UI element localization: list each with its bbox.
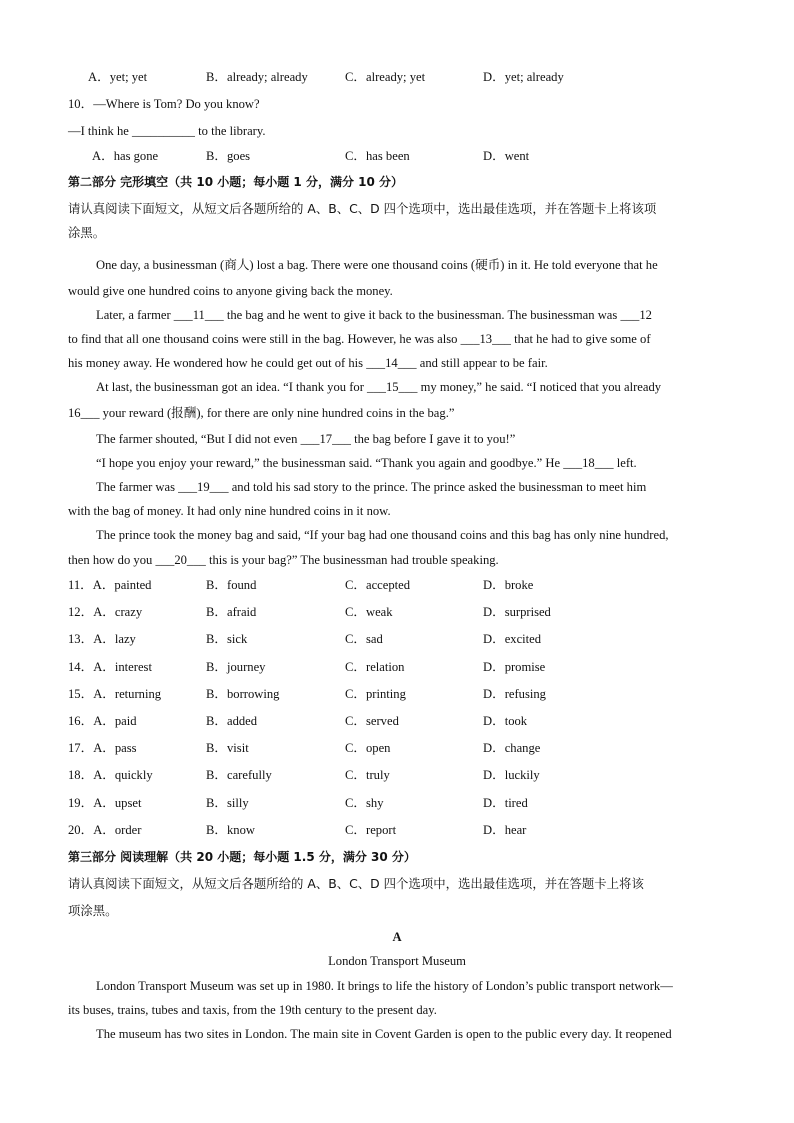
cloze-option-row bbox=[68, 577, 728, 593]
passage-line-3: Later, a farmer ___11___ the bag and he went to give it back to the businessman. The businessman was ___12 bbox=[96, 308, 652, 322]
cloze-option-row bbox=[68, 822, 728, 838]
part3-instruction-2: 项涂黑。 bbox=[68, 903, 118, 918]
passage-line-13: then how do you ___20___ this is your bag?” The businessman had trouble speaking. bbox=[68, 553, 499, 567]
passage-line-2: would give one hundred coins to anyone giving back the money. bbox=[68, 284, 393, 298]
cloze-option-c: C．weak bbox=[345, 605, 393, 620]
cloze-option-row bbox=[68, 686, 728, 702]
cloze-option-b: B．silly bbox=[206, 795, 249, 810]
part2-instruction-1: 请认真阅读下面短文，从短文后各题所给的 A、B、C、D 四个选项中，选出最佳选项，并在答题卡上将该项 bbox=[68, 201, 657, 216]
cloze-option-a: 15．A．returning bbox=[68, 686, 162, 701]
reading-line-3: The museum has two sites in London. The main site in Covent Garden is open to the public every day. It reopened bbox=[96, 1027, 672, 1041]
q9-options bbox=[68, 69, 728, 85]
cloze-option-c: C．shy bbox=[345, 795, 384, 810]
q9-option-a: A．yet; yet bbox=[88, 70, 148, 84]
cloze-option-a: 14．A．interest bbox=[68, 659, 152, 674]
q9-option-b: B．already; already bbox=[206, 70, 308, 84]
passage-line-7: 16___ your reward (报酬), for there are only nine hundred coins in the bag.” bbox=[68, 406, 455, 420]
cloze-option-b: B．sick bbox=[206, 632, 248, 647]
cloze-option-c: C．report bbox=[345, 822, 397, 837]
cloze-option-c: C．relation bbox=[345, 659, 405, 674]
q9-option-c: C．already; yet bbox=[345, 70, 426, 84]
cloze-option-b: B．carefully bbox=[206, 768, 272, 783]
part2-instruction-2: 涂黑。 bbox=[68, 225, 106, 240]
q10-stem: 10．—Where is Tom? Do you know? bbox=[68, 97, 260, 111]
q10-options bbox=[68, 148, 728, 164]
cloze-option-c: C．served bbox=[345, 714, 399, 728]
cloze-option-a: 11．A．painted bbox=[68, 578, 152, 592]
cloze-option-c: C．accepted bbox=[345, 578, 411, 592]
q9-option-d: D．yet; already bbox=[483, 70, 564, 84]
reading-line-2: its buses, trains, tubes and taxis, from the 19th century to the present day. bbox=[68, 1003, 437, 1017]
cloze-option-d: D．luckily bbox=[483, 768, 540, 783]
passage-line-9: “I hope you enjoy your reward,” the businessman said. “Thank you again and goodbye.” He ___18___ left. bbox=[96, 456, 637, 470]
cloze-option-d: D．change bbox=[483, 741, 541, 756]
reading-title: London Transport Museum bbox=[328, 954, 466, 968]
cloze-option-c: C．truly bbox=[345, 768, 390, 783]
cloze-option-b: B．afraid bbox=[206, 605, 257, 620]
passage-line-8: The farmer shouted, “But I did not even ___17___ the bag before I gave it to you!” bbox=[96, 432, 516, 446]
cloze-option-d: D．took bbox=[483, 714, 528, 728]
cloze-option-row bbox=[68, 795, 728, 811]
cloze-option-row bbox=[68, 740, 728, 756]
cloze-option-d: D．surprised bbox=[483, 605, 551, 620]
cloze-option-b: B．journey bbox=[206, 659, 266, 674]
passage-line-12: The prince took the money bag and said, “If your bag had one thousand coins and this bag has only nine hundred, bbox=[96, 528, 669, 542]
passage-line-6: At last, the businessman got an idea. “I thank you for ___15___ my money,” he said. “I noticed that you already bbox=[96, 380, 662, 394]
passage-line-5: his money away. He wondered how he could get out of his ___14___ and still appear to be fair. bbox=[68, 356, 548, 370]
part2-heading: 第二部分 完形填空（共 10 小题；每小题 1 分，满分 10 分） bbox=[68, 175, 403, 189]
cloze-option-c: C．printing bbox=[345, 686, 406, 701]
q10-option-b: B．goes bbox=[206, 149, 251, 163]
q10-option-d: D．went bbox=[483, 149, 530, 163]
cloze-option-row bbox=[68, 659, 728, 675]
cloze-option-row bbox=[68, 767, 728, 783]
cloze-option-d: D．refusing bbox=[483, 686, 546, 701]
q10-option-a: A．has gone bbox=[92, 149, 159, 163]
cloze-option-a: 18．A．quickly bbox=[68, 768, 153, 783]
cloze-option-d: D．hear bbox=[483, 822, 527, 837]
cloze-option-b: B．found bbox=[206, 578, 257, 592]
passage-line-4: to find that all one thousand coins were still in the bag. However, he was also ___13___ that he had to give some of bbox=[68, 332, 651, 346]
cloze-option-d: D．excited bbox=[483, 632, 542, 647]
cloze-option-a: 20．A．order bbox=[68, 822, 142, 837]
q10-option-c: C．has been bbox=[345, 149, 410, 163]
passage-line-10: The farmer was ___19___ and told his sad story to the prince. The prince asked the businessman to meet him bbox=[96, 480, 647, 494]
cloze-option-a: 17．A．pass bbox=[68, 741, 137, 756]
reading-line-1: London Transport Museum was set up in 1980. It brings to life the history of London’s public transport network— bbox=[96, 979, 673, 993]
cloze-option-row bbox=[68, 604, 728, 620]
cloze-option-c: C．sad bbox=[345, 632, 383, 647]
cloze-option-a: 16．A．paid bbox=[68, 714, 137, 728]
part3-heading: 第三部分 阅读理解（共 20 小题；每小题 1.5 分，满分 30 分） bbox=[68, 850, 416, 864]
q10-line2: —I think he __________ to the library. bbox=[68, 124, 266, 138]
cloze-option-a: 13．A．lazy bbox=[68, 632, 136, 647]
cloze-option-b: B．know bbox=[206, 822, 255, 837]
cloze-option-b: B．borrowing bbox=[206, 686, 280, 701]
cloze-option-b: B．visit bbox=[206, 741, 249, 756]
cloze-option-d: D．broke bbox=[483, 578, 534, 592]
cloze-option-a: 12．A．crazy bbox=[68, 605, 143, 620]
cloze-option-row bbox=[68, 631, 728, 647]
cloze-option-a: 19．A．upset bbox=[68, 795, 142, 810]
section-letter: A bbox=[392, 930, 402, 944]
passage-line-11: with the bag of money. It had only nine hundred coins in it now. bbox=[68, 504, 391, 518]
part3-instruction-1: 请认真阅读下面短文，从短文后各题所给的 A、B、C、D 四个选项中，选出最佳选项，并在答题卡上将该 bbox=[68, 876, 644, 891]
cloze-option-b: B．added bbox=[206, 714, 258, 728]
cloze-option-c: C．open bbox=[345, 741, 391, 756]
cloze-option-d: D．tired bbox=[483, 795, 528, 810]
cloze-option-row bbox=[68, 713, 728, 729]
cloze-option-d: D．promise bbox=[483, 659, 546, 674]
passage-line-1: One day, a businessman (商人) lost a bag. There were one thousand coins (硬币) in it. He told everyone that he bbox=[96, 258, 658, 272]
